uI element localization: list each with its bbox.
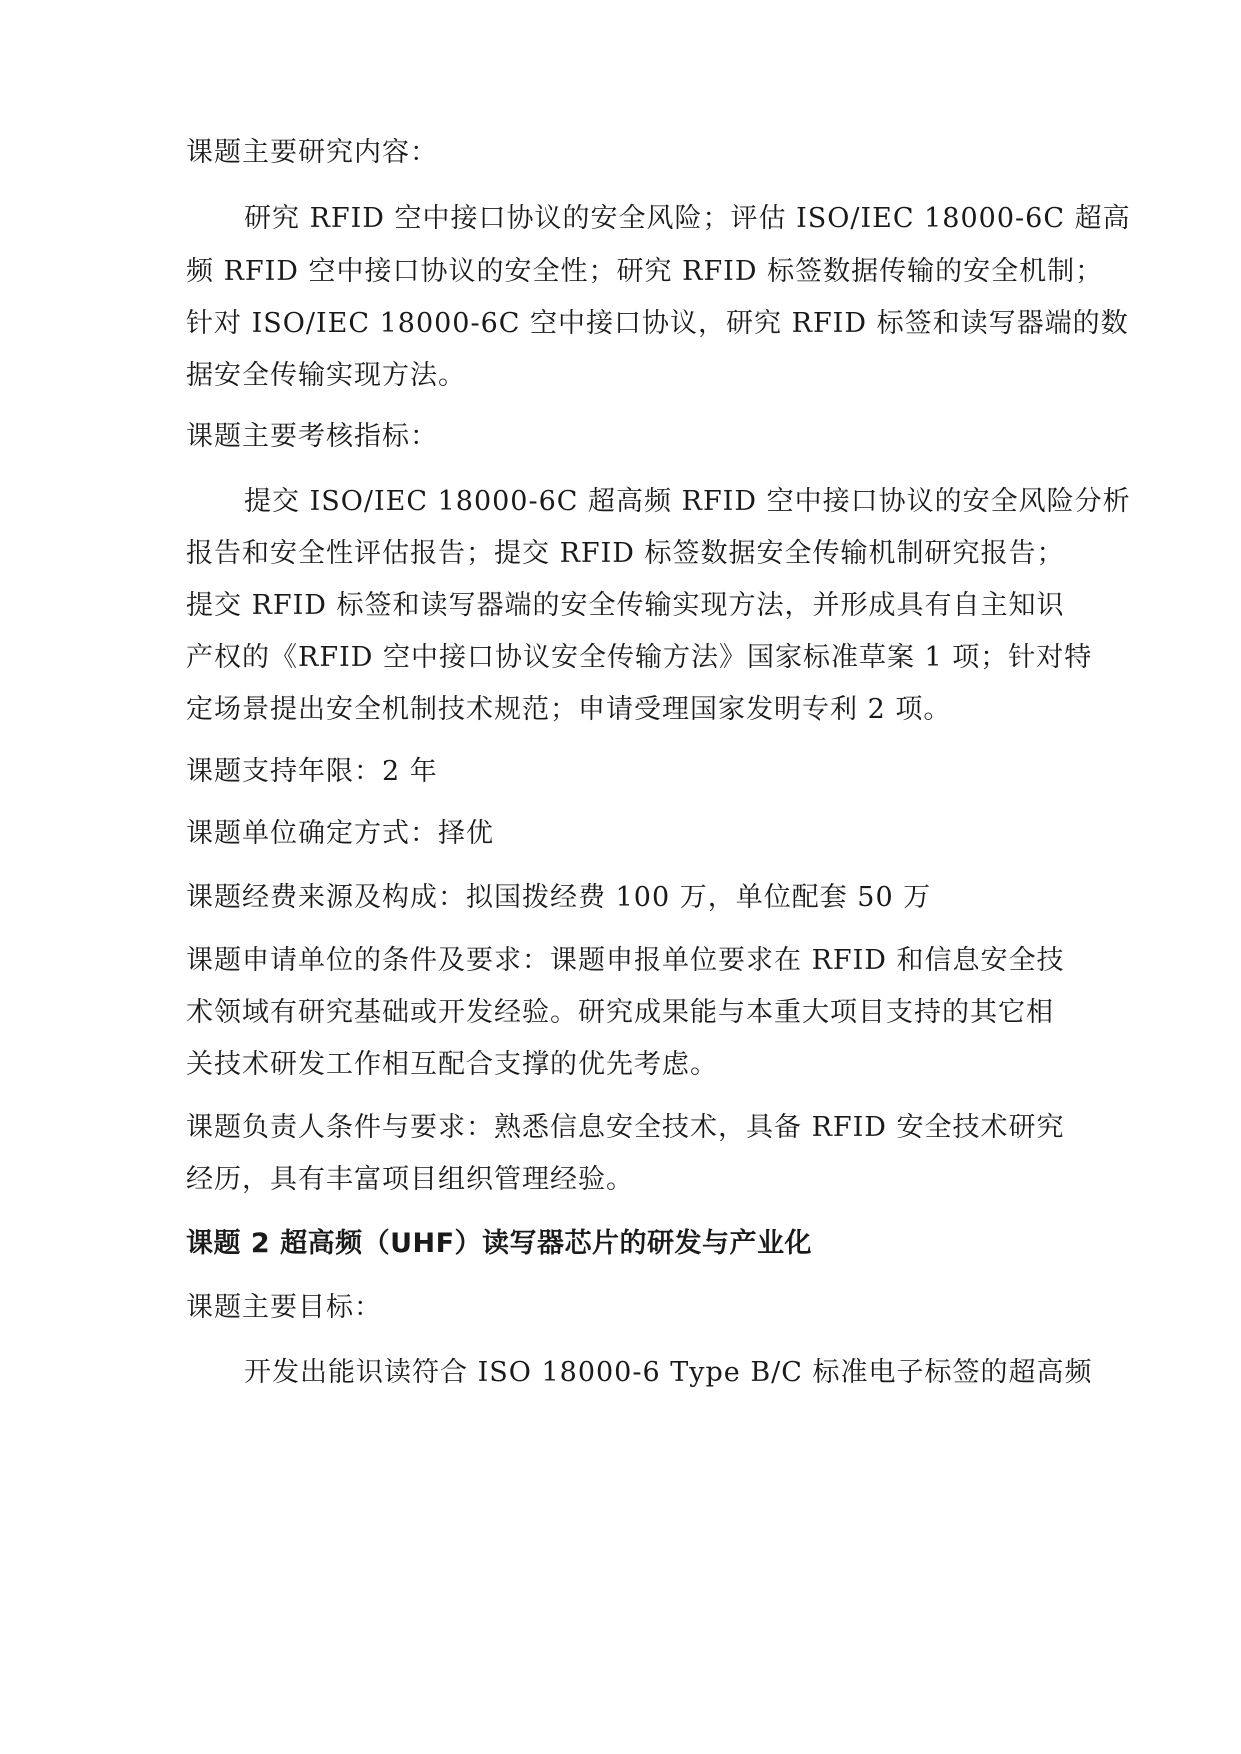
selection-method: 课题单位确定方式：择优: [186, 818, 494, 849]
paragraph-line: 课题负责人条件与要求：熟悉信息安全技术，具备 RFID 安全技术研究: [186, 1112, 1065, 1143]
section-title-topic-2: 课题 2 超高频（UHF）读写器芯片的研发与产业化: [186, 1228, 813, 1259]
paragraph-line: 课题申请单位的条件及要求：课题申报单位要求在 RFID 和信息安全技: [186, 945, 1065, 976]
funding-source: 课题经费来源及构成：拟国拨经费 100 万，单位配套 50 万: [186, 882, 932, 913]
paragraph-line: 定场景提出安全机制技术规范；申请受理国家发明专利 2 项。: [186, 694, 952, 725]
paragraph-line: 频 RFID 空中接口协议的安全性；研究 RFID 标签数据传输的安全机制；: [186, 256, 1104, 287]
paragraph-line: 据安全传输实现方法。: [186, 360, 466, 391]
paragraph-line: 经历，具有丰富项目组织管理经验。: [186, 1164, 634, 1195]
paragraph-line: 产权的《RFID 空中接口协议安全传输方法》国家标准草案 1 项；针对特: [186, 642, 1093, 673]
support-period: 课题支持年限：2 年: [186, 756, 438, 787]
paragraph-line: 开发出能识读符合 ISO 18000-6 Type B/C 标准电子标签的超高频: [244, 1357, 1093, 1388]
paragraph-line: 术领域有研究基础或开发经验。研究成果能与本重大项目支持的其它相: [186, 997, 1054, 1028]
heading-research-content: 课题主要研究内容：: [186, 137, 438, 168]
heading-main-goal: 课题主要目标：: [186, 1292, 382, 1323]
paragraph-line: 报告和安全性评估报告；提交 RFID 标签数据安全传输机制研究报告；: [186, 538, 1065, 569]
paragraph-line: 提交 RFID 标签和读写器端的安全传输实现方法，并形成具有自主知识: [186, 590, 1065, 621]
paragraph-line: 关技术研发工作相互配合支撑的优先考虑。: [186, 1049, 718, 1080]
heading-assessment-indicators: 课题主要考核指标：: [186, 421, 438, 452]
paragraph-line: 提交 ISO/IEC 18000-6C 超高频 RFID 空中接口协议的安全风险分析: [244, 486, 1131, 517]
paragraph-line: 研究 RFID 空中接口协议的安全风险；评估 ISO/IEC 18000-6C 超高: [244, 203, 1131, 234]
paragraph-line: 针对 ISO/IEC 18000-6C 空中接口协议，研究 RFID 标签和读写器端的数: [186, 308, 1129, 339]
